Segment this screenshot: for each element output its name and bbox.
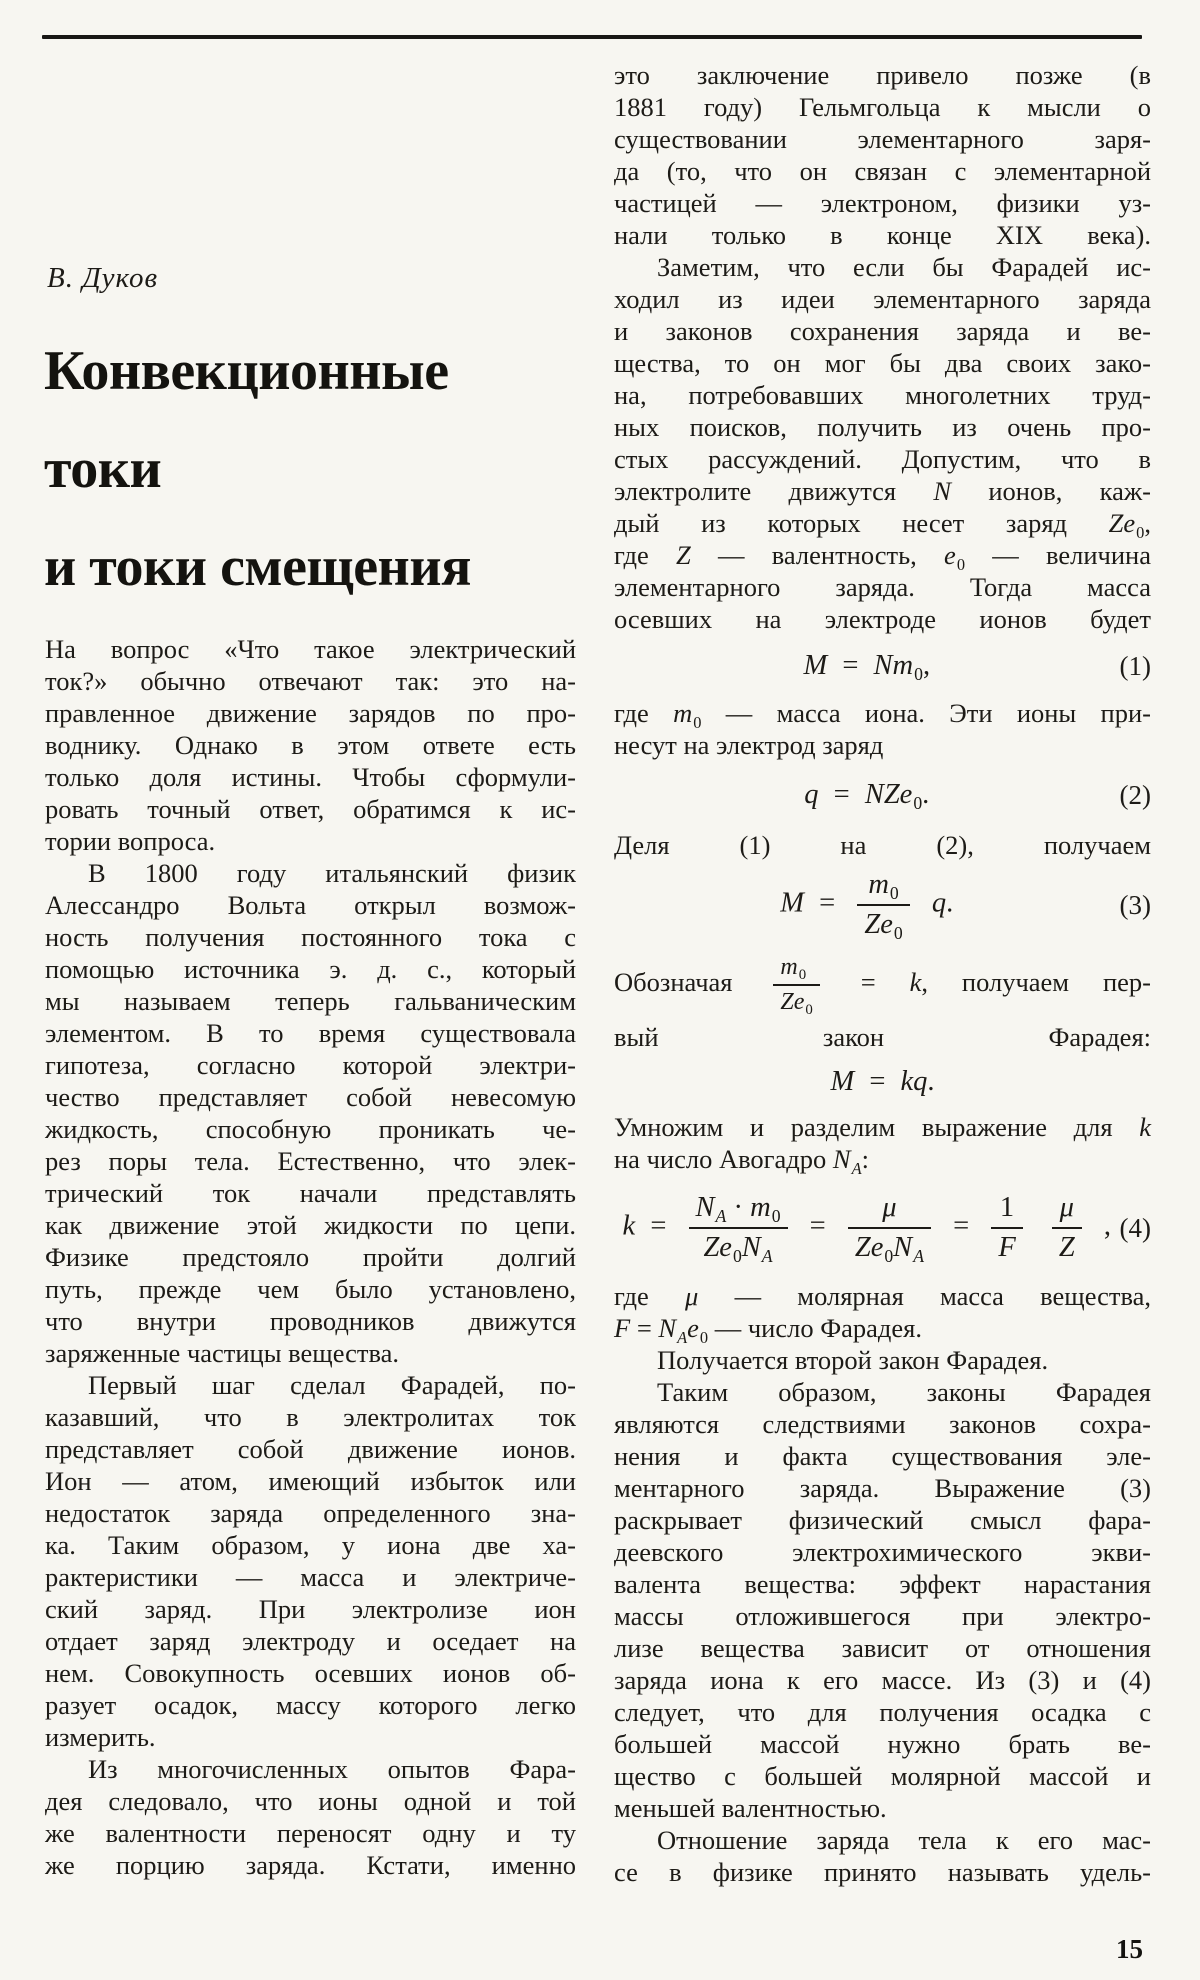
text-line: рактеристики — масса и электриче- [45, 1562, 576, 1592]
text-line: Умножим и разделим выражение для k [614, 1112, 1151, 1142]
text-line: валента вещества: эффект нарастания [614, 1569, 1151, 1599]
fraction: $\frac{\mu}{Ze_0N_A}$ [848, 1192, 931, 1264]
paragraph [45, 633, 576, 857]
left-column [45, 633, 576, 1881]
formula-number: (4) [1119, 1212, 1151, 1243]
text-line: ходил из идеи элементарного заряда [614, 284, 1151, 314]
text-line: Ион — атом, имеющий избыток или [45, 1466, 576, 1496]
text-line: где $m_0$ — масса иона. Эти ионы при- [614, 698, 1151, 732]
text-line: представляет собой движение ионов. [45, 1434, 576, 1464]
text-line: элементарного заряда. Тогда масса [614, 572, 1151, 602]
text-line: путь, прежде чем было установлено, [45, 1274, 576, 1304]
text-line: элементом. В то время существовала [45, 1018, 576, 1048]
paragraph [614, 1111, 1151, 1178]
text-line: осевших на электроде ионов будет [614, 604, 1151, 634]
text-line: несут на электрод заряд [614, 730, 884, 760]
fraction: $\frac{m_0}{Ze_0}$ [857, 869, 909, 941]
text-line: 1881 году) Гельмгольца к мысли о [614, 92, 1151, 122]
text-line: существовании элементарного заря- [614, 124, 1151, 154]
text-line: это заключение привело позже (в [614, 60, 1151, 90]
text-line: массы отложившегося при электро- [614, 1601, 1151, 1631]
text-line: деевского электрохимического экви- [614, 1537, 1151, 1567]
text-line: являются следствиями законов сохра- [614, 1409, 1151, 1439]
formula-body: M = $\frac{m_0}{Ze_0}$ q. [780, 869, 954, 944]
formula-body: M = kq. [830, 1066, 935, 1097]
text-line: электролите движутся N ионов, каж- [614, 476, 1151, 506]
text-line: ток?» обычно отвечают так: это на- [45, 666, 576, 696]
text-line: недостаток заряда определенного зна- [45, 1498, 576, 1528]
fraction: $\frac{1}{F}$ [991, 1192, 1022, 1264]
display-formula [614, 635, 1151, 697]
paragraph [614, 1344, 1151, 1376]
text-line: лизе вещества зависит от отношения [614, 1633, 1151, 1663]
text-line: на число Авогадро $N_A$: [614, 1144, 869, 1178]
title-line-3: и токи смещения [44, 536, 471, 598]
fraction: $\frac{N_A \cdot m_0}{Ze_0N_A}$ [689, 1192, 788, 1264]
text-line: на, потребовавших многолетних труд- [614, 380, 1151, 410]
text-line: только доля истины. Чтобы сформули- [45, 762, 576, 792]
text-line: мы называем теперь гальваническим [45, 986, 576, 1016]
text-line: да (то, что он связан с элементарной [614, 156, 1151, 186]
fraction: $\frac{\mu}{Z}$ [1052, 1192, 1082, 1264]
text-line: где μ — молярная масса вещества, [614, 1281, 1152, 1311]
paragraph [614, 1376, 1151, 1824]
text-line: Отношение заряда тела к его мас- [657, 1825, 1151, 1855]
paragraph [614, 251, 1151, 635]
text-line: нем. Совокупность осевших ионов об- [45, 1658, 576, 1688]
article-title [44, 322, 471, 616]
text-line: тории вопроса. [45, 826, 216, 856]
text-line: большей массой нужно брать ве- [614, 1729, 1151, 1759]
text-line: $F = N_Ae_0$ — число Фарадея. [614, 1313, 922, 1347]
text-line: как движение этой жидкости по цепи. [45, 1210, 576, 1240]
text-line: и законов сохранения заряда и ве- [614, 316, 1151, 346]
text-line: нения и факта существования эле- [614, 1441, 1151, 1471]
text-line: Деля (1) на (2), получаем [614, 830, 1151, 860]
text-line: нали только в конце XIX века). [614, 220, 1151, 250]
formula-number: (1) [1119, 651, 1151, 681]
text-line: вый закон Фарадея: [614, 1022, 1151, 1052]
paragraph [45, 857, 576, 1369]
text-line: стых рассуждений. Допустим, что в [614, 444, 1151, 474]
text-line: се в физике принято называть удель- [614, 1857, 1151, 1887]
text-line: заряда иона к его массе. Из (3) и (4) [614, 1665, 1151, 1695]
text-line: следует, что для получения осадка с [614, 1697, 1151, 1727]
fraction: $\frac{m_0}{Ze_0}$ [773, 954, 819, 1016]
text-line: помощью источника э. д. с., который [45, 954, 576, 984]
text-line: измерить. [45, 1722, 156, 1752]
text-line: же порцию заряда. Кстати, именно [45, 1850, 576, 1880]
text-line: Заметим, что если бы Фарадей ис- [657, 252, 1151, 282]
text-line: заряженные частицы вещества. [45, 1338, 400, 1368]
text-line: дея следовало, что ионы одной и той [45, 1786, 576, 1816]
text-line: Таким образом, законы Фарадея [657, 1377, 1151, 1407]
text-line: чество представляет собой невесомую [45, 1082, 576, 1112]
text-line: воднику. Однако в этом ответе есть [45, 730, 576, 760]
text-line: ность получения постоянного тока с [45, 922, 576, 952]
text-line: же валентности переносят одну и ту [45, 1818, 576, 1848]
display-formula [614, 1053, 1151, 1111]
top-rule [42, 35, 1142, 39]
text-line: трический ток начали представлять [45, 1178, 576, 1208]
formula-number: (3) [1119, 890, 1151, 920]
text-line: рез поры тела. Естественно, что элек- [45, 1146, 576, 1176]
text-line: где Z — валентность, $e_0$ — величина [614, 540, 1151, 574]
formula-number: (2) [1119, 780, 1151, 810]
text-line: В 1800 году итальянский физик [88, 858, 576, 888]
text-line: щество с большей молярной массой и [614, 1761, 1151, 1791]
formula-body: $M = Nm_0$, [803, 650, 931, 685]
page-number: 15 [1116, 1934, 1143, 1964]
formula-body: k = $\frac{N_A \cdot m_0}{Ze_0N_A}$ = $\frac{\mu}{Ze_0N_A}$ = $\frac{1}{F}$ $\frac{\mu}{Z}$ , [622, 1191, 1111, 1266]
text-line: отдает заряд электроду и оседает на [45, 1626, 576, 1656]
text-line: ментарного заряда. Выражение (3) [614, 1473, 1151, 1503]
text-line: правленное движение зарядов по про- [45, 698, 576, 728]
text-line: Получается второй закон Фарадея. [657, 1345, 1049, 1375]
text-line: Первый шаг сделал Фарадей, по- [88, 1370, 576, 1400]
text-line: На вопрос «Что такое электрический [45, 634, 576, 664]
text-line: меньшей валентностью. [614, 1793, 887, 1823]
text-line: Алессандро Вольта открыл возмож- [45, 890, 576, 920]
text-line: раскрывает физический смысл фара- [614, 1505, 1151, 1535]
text-line: ский заряд. При электролизе ион [45, 1594, 576, 1624]
paragraph [614, 829, 1151, 861]
text-line: ровать точный ответ, обратимся к ис- [45, 794, 576, 824]
text-line: частицей — электроном, физики уз- [614, 188, 1151, 218]
paragraph [614, 1824, 1151, 1888]
text-line: дый из которых несет заряд $Ze_0$, [614, 508, 1151, 542]
text-line: ных поисков, получить из очень про- [614, 412, 1151, 442]
paragraph [614, 697, 1151, 761]
paragraph [45, 1753, 576, 1881]
text-line: разует осадок, массу которого легко [45, 1690, 576, 1720]
formula-body: q = NZe$_0$. [804, 779, 930, 814]
right-column [614, 59, 1151, 1888]
title-line-2: токи [44, 438, 162, 500]
text-line: щества, то он мог бы два своих зако- [614, 348, 1151, 378]
display-formula [614, 761, 1151, 829]
text-line: что внутри проводников движутся [45, 1306, 576, 1336]
display-formula [614, 1175, 1151, 1280]
title-line-1: Конвекционные [44, 340, 449, 402]
paragraph [614, 1021, 1151, 1053]
text-line: казавший, что в электролитах ток [45, 1402, 576, 1432]
inline-formula-line: Обозначая $\frac{m_0}{Ze_0}$ = k, получаем пер- [614, 954, 1152, 1019]
text-line: ка. Таким образом, у иона две ха- [45, 1530, 576, 1560]
text-line: Физике предстояло пройти долгий [45, 1242, 576, 1272]
text-line: гипотеза, согласно которой электри- [45, 1050, 576, 1080]
paragraph [614, 1280, 1152, 1347]
article-author: В. Дуков [47, 262, 159, 294]
text-line: жидкость, способную проникать че- [45, 1114, 576, 1144]
paragraph [614, 59, 1151, 251]
text-line: Из многочисленных опытов Фара- [88, 1754, 576, 1784]
paragraph [45, 1369, 576, 1753]
display-formula [614, 861, 1151, 949]
